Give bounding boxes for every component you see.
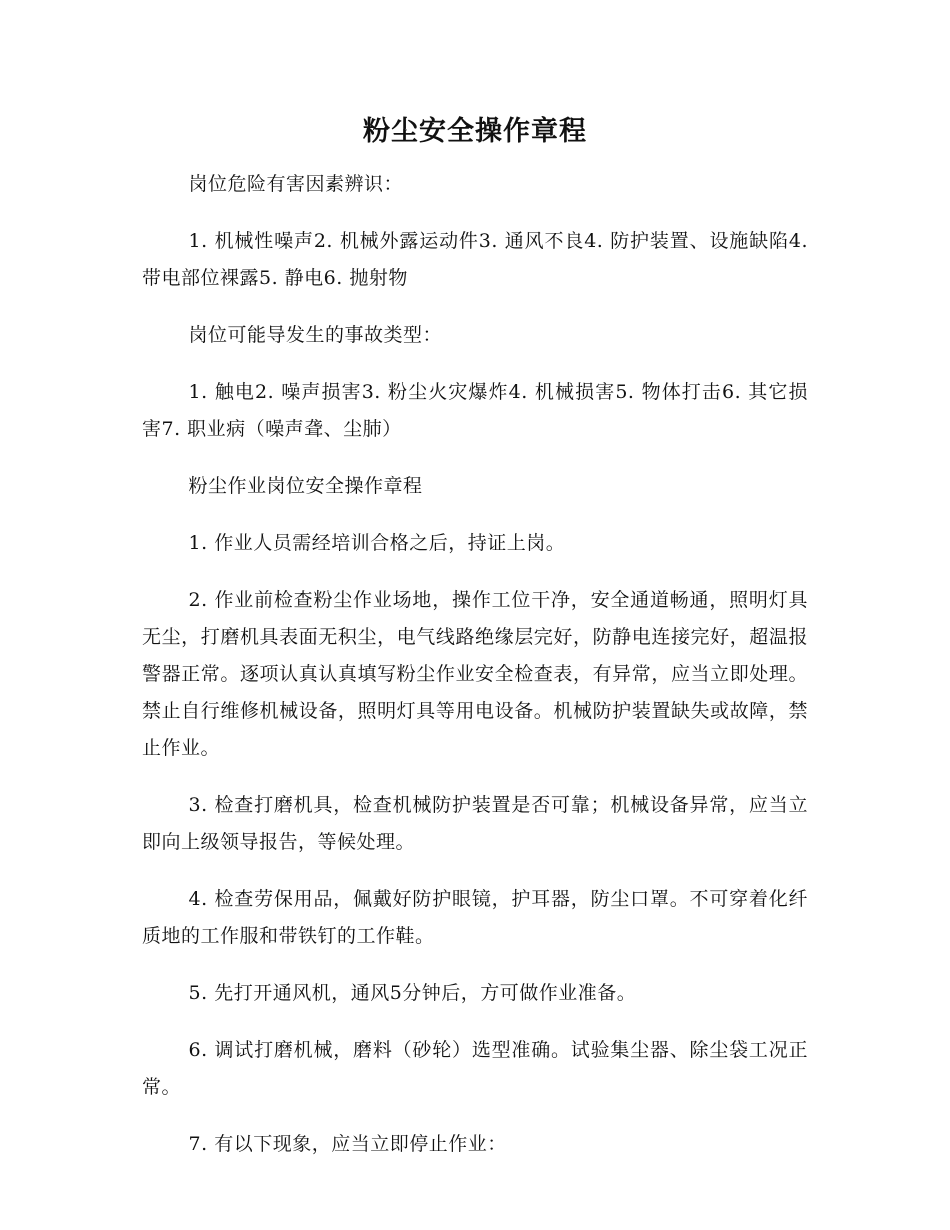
procedure-item-6: 6. 调试打磨机械，磨料（砂轮）选型准确。试验集尘器、除尘袋工况正常。 — [142, 1039, 808, 1098]
procedure-item-3: 3. 检查打磨机具，检查机械防护装置是否可靠；机械设备异常，应当立即向上级领导报告，等候处理。 — [142, 794, 808, 853]
procedure-item-1: 1. 作业人员需经培训合格之后，持证上岗。 — [188, 532, 566, 554]
document-title: 粉尘安全操作章程 — [363, 116, 587, 147]
procedure-item-4: 4. 检查劳保用品，佩戴好防护眼镜，护耳器，防尘口罩。不可穿着化纤质地的工作服和带铁钉的工作鞋。 — [142, 888, 808, 947]
section-heading-accident-types: 岗位可能导发生的事故类型： — [188, 324, 443, 346]
procedure-item-7: 7. 有以下现象，应当立即停止作业： — [188, 1133, 507, 1155]
procedure-item-2: 2. 作业前检查粉尘作业场地，操作工位干净，安全通道畅通，照明灯具无尘，打磨机具表面无积尘，电气线路绝缘层完好，防静电连接完好，超温报警器正常。逐项认真认真填写粉尘作业安全检查表，有异常，应当立即处理。禁止自行维修机械设备，照明灯具等用电设备。机械防护装置缺失或故障，禁止作业。 — [142, 589, 808, 759]
procedure-item-5: 5. 先打开通风机，通风5分钟后，方可做作业准备。 — [188, 982, 637, 1004]
hazards-list: 1. 机械性噪声2. 机械外露运动件3. 通风不良4. 防护装置、设施缺陷4. 带电部位裸露5. 静电6. 抛射物 — [142, 230, 808, 289]
accident-types-list: 1. 触电2. 噪声损害3. 粉尘火灾爆炸4. 机械损害5. 物体打击6. 其它损害7. 职业病（噪声聋、尘肺） — [142, 381, 808, 440]
section-heading-hazards: 岗位危险有害因素辨识： — [188, 173, 404, 195]
section-heading-procedures: 粉尘作业岗位安全操作章程 — [188, 475, 423, 497]
